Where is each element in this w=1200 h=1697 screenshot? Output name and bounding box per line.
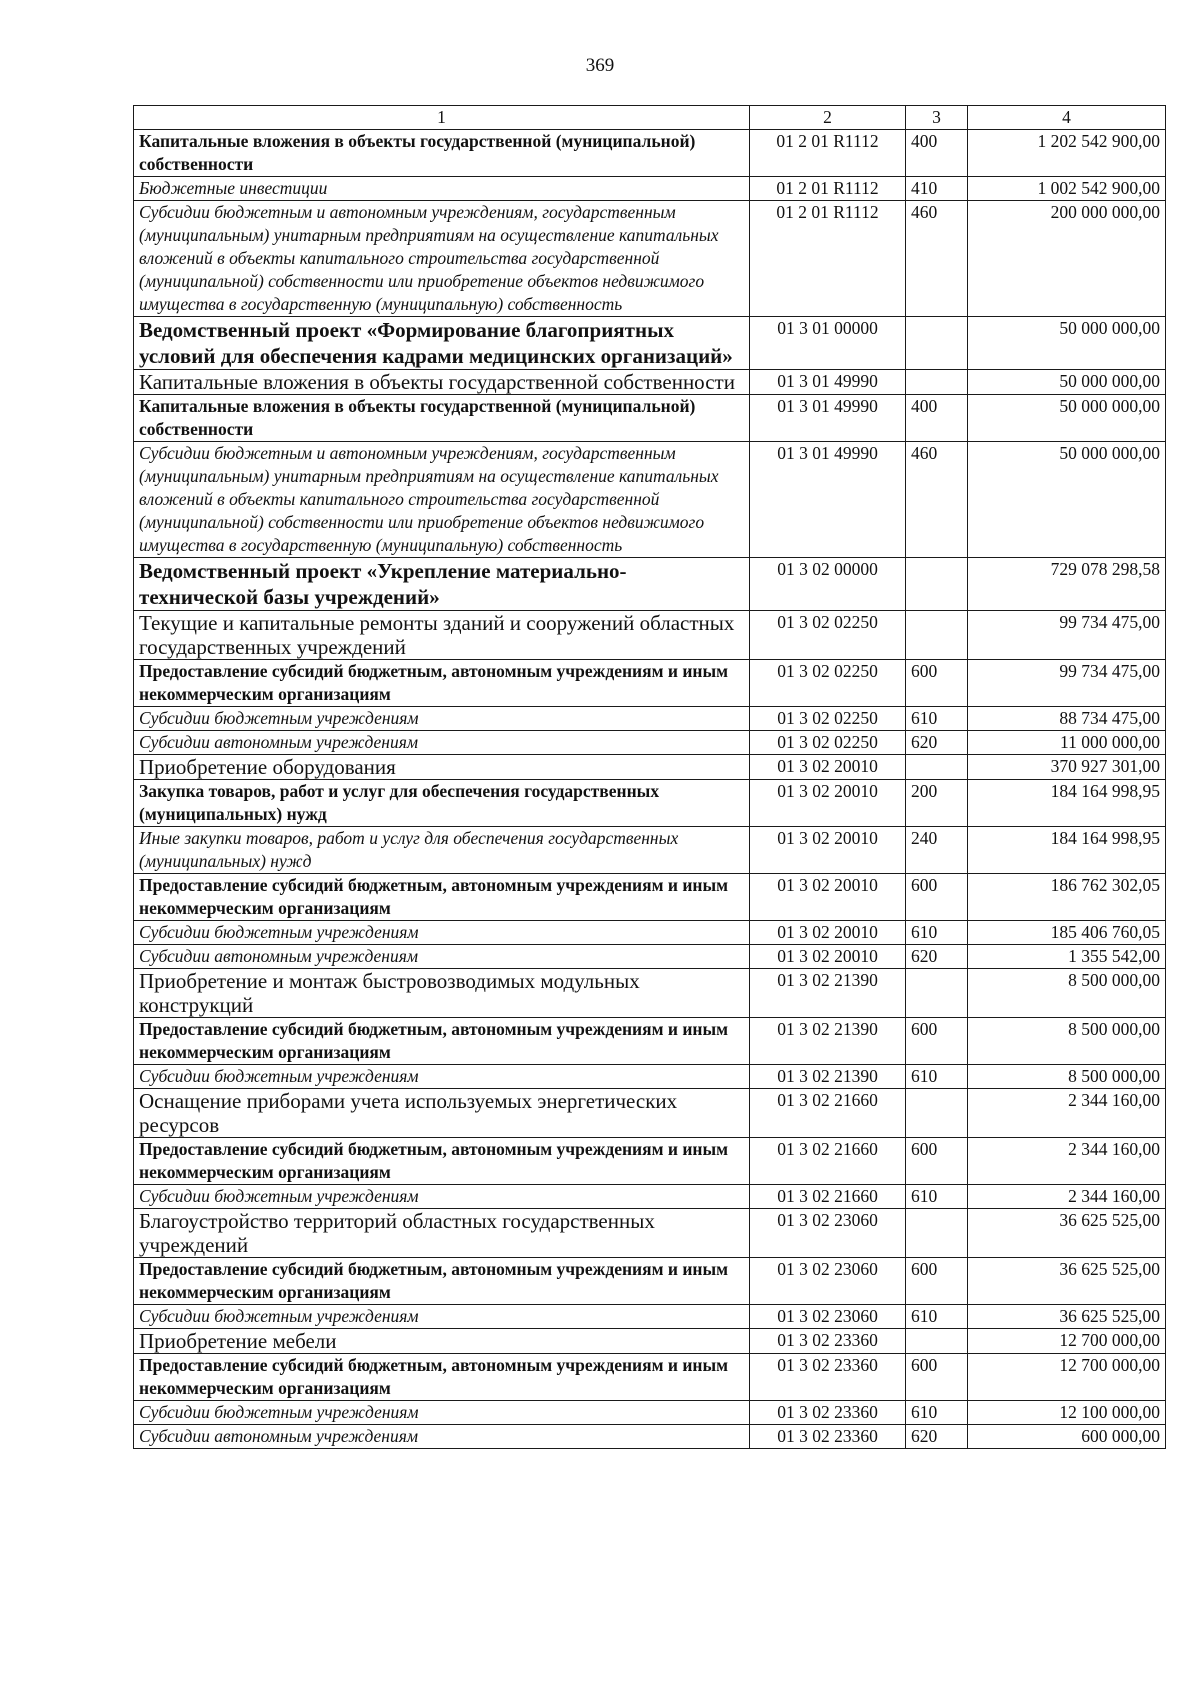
row-code: 01 3 02 02250	[750, 660, 906, 707]
row-type	[906, 370, 968, 395]
row-name: Приобретение мебели	[134, 1329, 750, 1354]
row-amount: 186 762 302,05	[968, 874, 1166, 921]
row-type: 400	[906, 395, 968, 442]
row-type: 460	[906, 201, 968, 317]
header-col-1: 1	[134, 106, 750, 130]
row-amount: 8 500 000,00	[968, 1065, 1166, 1089]
row-name: Субсидии автономным учреждениям	[134, 731, 750, 755]
row-amount: 1 002 542 900,00	[968, 177, 1166, 201]
header-row	[134, 106, 1166, 130]
row-amount: 2 344 160,00	[968, 1138, 1166, 1185]
row-amount: 184 164 998,95	[968, 780, 1166, 827]
row-code: 01 3 02 21660	[750, 1138, 906, 1185]
row-amount: 12 700 000,00	[968, 1354, 1166, 1401]
row-code: 01 3 02 21390	[750, 1018, 906, 1065]
row-code: 01 3 02 02250	[750, 707, 906, 731]
row-amount: 1 202 542 900,00	[968, 130, 1166, 177]
table-row	[134, 317, 1166, 370]
table-header	[134, 106, 1166, 130]
table-row	[134, 201, 1166, 317]
row-amount: 12 700 000,00	[968, 1329, 1166, 1354]
row-code: 01 3 02 20010	[750, 921, 906, 945]
row-name: Предоставление субсидий бюджетным, автономным учреждениям и иным некоммерческим организациям	[134, 874, 750, 921]
row-amount: 1 355 542,00	[968, 945, 1166, 969]
header-col-4: 4	[968, 106, 1166, 130]
row-type: 240	[906, 827, 968, 874]
row-amount: 12 100 000,00	[968, 1401, 1166, 1425]
row-name: Предоставление субсидий бюджетным, автономным учреждениям и иным некоммерческим организациям	[134, 660, 750, 707]
row-name: Предоставление субсидий бюджетным, автономным учреждениям и иным некоммерческим организациям	[134, 1018, 750, 1065]
table-row	[134, 969, 1166, 1018]
row-type: 600	[906, 1258, 968, 1305]
row-name: Субсидии бюджетным учреждениям	[134, 921, 750, 945]
header-col-3: 3	[906, 106, 968, 130]
table-row	[134, 1305, 1166, 1329]
row-name: Субсидии бюджетным учреждениям	[134, 1065, 750, 1089]
row-type: 600	[906, 1138, 968, 1185]
row-amount: 36 625 525,00	[968, 1305, 1166, 1329]
row-code: 01 3 02 20010	[750, 780, 906, 827]
row-code: 01 3 02 23360	[750, 1354, 906, 1401]
row-type	[906, 1209, 968, 1258]
row-name: Иные закупки товаров, работ и услуг для обеспечения государственных (муниципальных) нужд	[134, 827, 750, 874]
row-type: 400	[906, 130, 968, 177]
row-code: 01 3 02 21660	[750, 1185, 906, 1209]
row-code: 01 3 02 21660	[750, 1089, 906, 1138]
row-amount: 2 344 160,00	[968, 1185, 1166, 1209]
row-code: 01 3 02 02250	[750, 611, 906, 660]
page-number: 369	[585, 55, 615, 76]
row-type: 410	[906, 177, 968, 201]
row-amount: 200 000 000,00	[968, 201, 1166, 317]
row-amount: 50 000 000,00	[968, 317, 1166, 370]
row-amount: 185 406 760,05	[968, 921, 1166, 945]
row-amount: 99 734 475,00	[968, 660, 1166, 707]
row-amount: 99 734 475,00	[968, 611, 1166, 660]
row-name: Предоставление субсидий бюджетным, автономным учреждениям и иным некоммерческим организациям	[134, 1354, 750, 1401]
row-code: 01 3 02 23360	[750, 1329, 906, 1354]
budget-table	[133, 105, 1166, 1449]
row-name: Текущие и капитальные ремонты зданий и сооружений областных государственных учреждений	[134, 611, 750, 660]
row-type: 200	[906, 780, 968, 827]
row-name: Субсидии автономным учреждениям	[134, 945, 750, 969]
row-type	[906, 969, 968, 1018]
row-type	[906, 558, 968, 611]
row-name: Капитальные вложения в объекты государственной собственности	[134, 370, 750, 395]
row-amount: 600 000,00	[968, 1425, 1166, 1449]
header-col-2: 2	[750, 106, 906, 130]
row-code: 01 3 02 23360	[750, 1425, 906, 1449]
row-type	[906, 1329, 968, 1354]
table-row	[134, 945, 1166, 969]
row-code: 01 3 02 21390	[750, 969, 906, 1018]
row-code: 01 2 01 R1112	[750, 130, 906, 177]
row-code: 01 3 02 23060	[750, 1209, 906, 1258]
row-type: 460	[906, 442, 968, 558]
row-name: Приобретение и монтаж быстровозводимых модульных конструкций	[134, 969, 750, 1018]
row-code: 01 3 01 49990	[750, 442, 906, 558]
row-type: 610	[906, 921, 968, 945]
table-row	[134, 558, 1166, 611]
table-row	[134, 780, 1166, 827]
row-type: 620	[906, 1425, 968, 1449]
table-row	[134, 130, 1166, 177]
row-code: 01 3 02 21390	[750, 1065, 906, 1089]
row-type	[906, 1089, 968, 1138]
row-type	[906, 611, 968, 660]
row-amount: 370 927 301,00	[968, 755, 1166, 780]
row-amount: 184 164 998,95	[968, 827, 1166, 874]
row-amount: 11 000 000,00	[968, 731, 1166, 755]
row-type	[906, 755, 968, 780]
table-row	[134, 611, 1166, 660]
table-row	[134, 874, 1166, 921]
table-row	[134, 370, 1166, 395]
row-code: 01 3 01 49990	[750, 370, 906, 395]
row-code: 01 3 02 23060	[750, 1258, 906, 1305]
row-code: 01 3 02 23060	[750, 1305, 906, 1329]
row-type: 620	[906, 945, 968, 969]
row-code: 01 3 02 20010	[750, 755, 906, 780]
row-type: 610	[906, 1065, 968, 1089]
row-code: 01 2 01 R1112	[750, 201, 906, 317]
row-type: 620	[906, 731, 968, 755]
row-type: 610	[906, 1401, 968, 1425]
row-name: Субсидии бюджетным учреждениям	[134, 1305, 750, 1329]
row-code: 01 3 02 20010	[750, 827, 906, 874]
row-code: 01 3 01 00000	[750, 317, 906, 370]
table-row	[134, 1185, 1166, 1209]
table-row	[134, 707, 1166, 731]
row-code: 01 3 01 49990	[750, 395, 906, 442]
row-name: Ведомственный проект «Укрепление материально-технической базы учреждений»	[134, 558, 750, 611]
table-row	[134, 1401, 1166, 1425]
row-code: 01 3 02 20010	[750, 945, 906, 969]
row-name: Субсидии бюджетным учреждениям	[134, 707, 750, 731]
row-amount: 8 500 000,00	[968, 1018, 1166, 1065]
table-row	[134, 1089, 1166, 1138]
row-name: Субсидии бюджетным и автономным учреждениям, государственным (муниципальным) унитарным предприятиям на осуществление капитальных вложений в объекты капитального строительства государственной (муниципальной) собственности или приобретение объектов недвижимого имущества в государственную (муниципальную) собственность	[134, 201, 750, 317]
row-amount: 50 000 000,00	[968, 395, 1166, 442]
row-type: 600	[906, 1354, 968, 1401]
row-amount: 50 000 000,00	[968, 370, 1166, 395]
row-name: Субсидии бюджетным учреждениям	[134, 1185, 750, 1209]
table-row	[134, 1018, 1166, 1065]
row-name: Предоставление субсидий бюджетным, автономным учреждениям и иным некоммерческим организациям	[134, 1258, 750, 1305]
row-name: Благоустройство территорий областных государственных учреждений	[134, 1209, 750, 1258]
row-name: Оснащение приборами учета используемых энергетических ресурсов	[134, 1089, 750, 1138]
table-row	[134, 660, 1166, 707]
row-amount: 88 734 475,00	[968, 707, 1166, 731]
row-name: Капитальные вложения в объекты государственной (муниципальной) собственности	[134, 395, 750, 442]
row-name: Субсидии автономным учреждениям	[134, 1425, 750, 1449]
row-name: Ведомственный проект «Формирование благоприятных условий для обеспечения кадрами медицинских организаций»	[134, 317, 750, 370]
table-row	[134, 177, 1166, 201]
row-code: 01 2 01 R1112	[750, 177, 906, 201]
row-type: 610	[906, 1305, 968, 1329]
row-amount: 50 000 000,00	[968, 442, 1166, 558]
row-name: Бюджетные инвестиции	[134, 177, 750, 201]
table-row	[134, 442, 1166, 558]
row-name: Приобретение оборудования	[134, 755, 750, 780]
row-name: Субсидии бюджетным учреждениям	[134, 1401, 750, 1425]
row-amount: 2 344 160,00	[968, 1089, 1166, 1138]
row-name: Закупка товаров, работ и услуг для обеспечения государственных (муниципальных) нужд	[134, 780, 750, 827]
row-amount: 36 625 525,00	[968, 1258, 1166, 1305]
table-row	[134, 1065, 1166, 1089]
row-type: 600	[906, 660, 968, 707]
table-row	[134, 1329, 1166, 1354]
row-amount: 729 078 298,58	[968, 558, 1166, 611]
row-type: 610	[906, 707, 968, 731]
row-name: Предоставление субсидий бюджетным, автономным учреждениям и иным некоммерческим организациям	[134, 1138, 750, 1185]
row-code: 01 3 02 02250	[750, 731, 906, 755]
table-row	[134, 755, 1166, 780]
table-row	[134, 921, 1166, 945]
table-row	[134, 1209, 1166, 1258]
row-name: Капитальные вложения в объекты государственной (муниципальной) собственности	[134, 130, 750, 177]
row-amount: 8 500 000,00	[968, 969, 1166, 1018]
table-body	[134, 130, 1166, 1449]
table-row	[134, 827, 1166, 874]
table-row	[134, 1425, 1166, 1449]
row-type: 600	[906, 874, 968, 921]
row-code: 01 3 02 23360	[750, 1401, 906, 1425]
table-row	[134, 1354, 1166, 1401]
table-row	[134, 1138, 1166, 1185]
row-amount: 36 625 525,00	[968, 1209, 1166, 1258]
row-name: Субсидии бюджетным и автономным учреждениям, государственным (муниципальным) унитарным предприятиям на осуществление капитальных вложений в объекты капитального строительства государственной (муниципальной) собственности или приобретение объектов недвижимого имущества в государственную (муниципальную) собственность	[134, 442, 750, 558]
table-row	[134, 395, 1166, 442]
row-code: 01 3 02 00000	[750, 558, 906, 611]
row-type: 610	[906, 1185, 968, 1209]
row-type	[906, 317, 968, 370]
table-row	[134, 1258, 1166, 1305]
row-code: 01 3 02 20010	[750, 874, 906, 921]
row-type: 600	[906, 1018, 968, 1065]
table-row	[134, 731, 1166, 755]
